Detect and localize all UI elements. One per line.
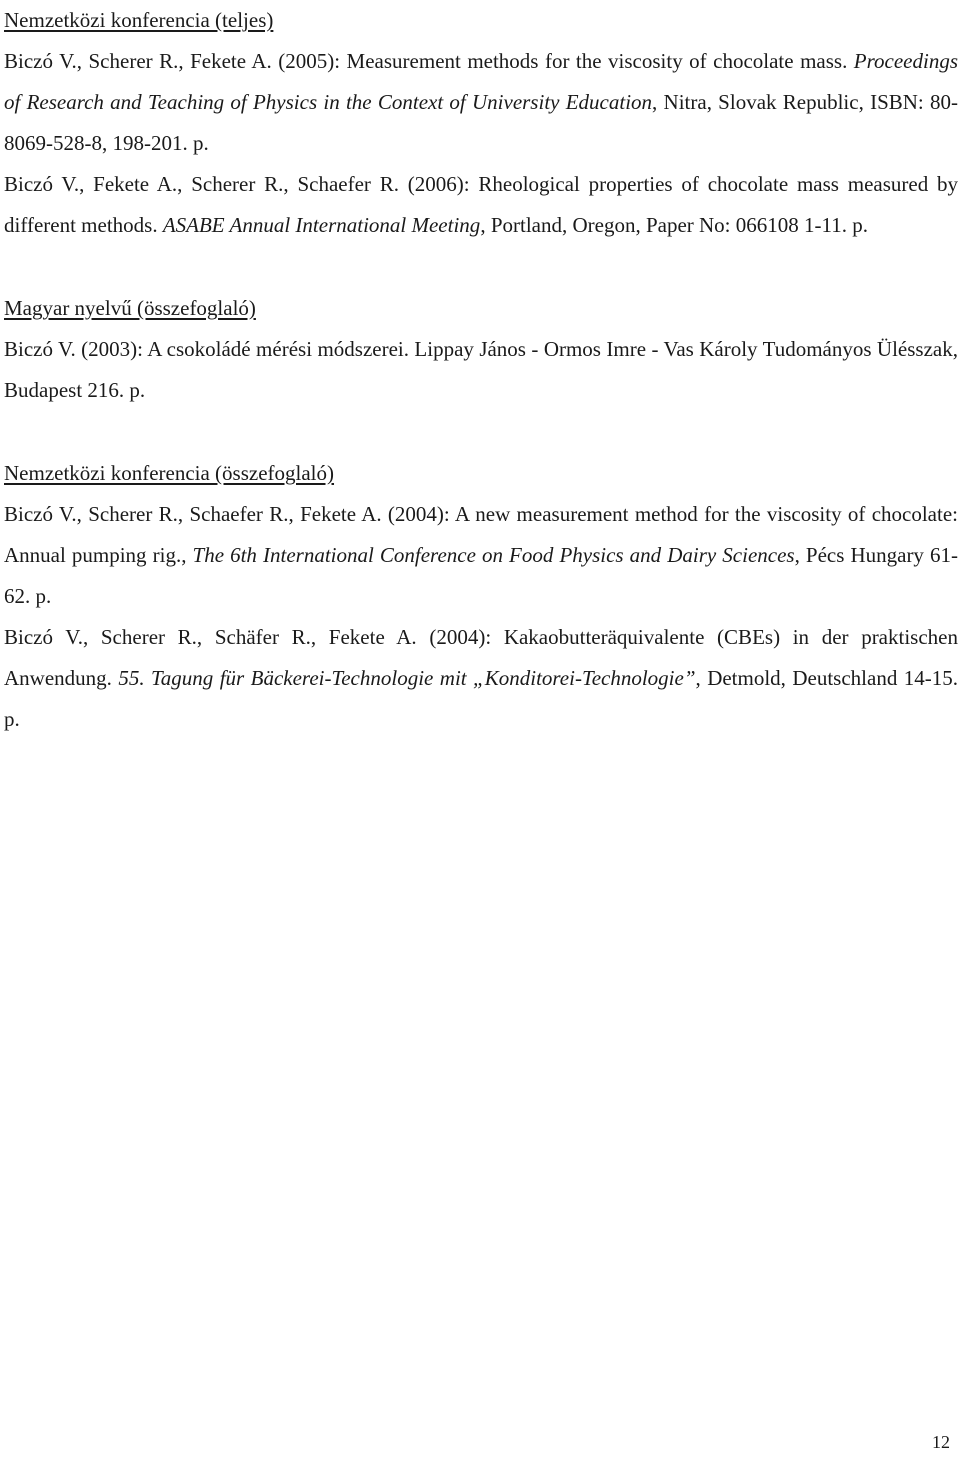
- spacer: [4, 411, 958, 453]
- section-heading-hungarian-abstract: Magyar nyelvű (összefoglaló): [4, 296, 256, 320]
- reference-text: Biczó V., Scherer R., Schaefer R., Fekete A. (2004): A new measurement method for the viscosity of chocolate: Annual pumping rig.,: [4, 502, 958, 567]
- reference-entry: [4, 164, 958, 246]
- reference-text: Biczó V. (2003): A csokoládé mérési módszerei. Lippay János - Ormos Imre - Vas Károly Tudományos Ülésszak, Budapest 216. p.: [4, 337, 958, 402]
- spacer: [4, 246, 958, 288]
- reference-venue: ASABE Annual International Meeting: [162, 213, 481, 237]
- reference-text: , Detmold, Deutschland 14-15. p.: [4, 666, 959, 731]
- reference-text: Biczó V., Fekete A., Scherer R., Schaefer R. (2006): Rheological properties of chocolate mass measured by different methods.: [4, 172, 958, 237]
- document-page: [4, 0, 958, 740]
- page-number: 12: [932, 1432, 950, 1452]
- reference-text: Biczó V., Scherer R., Schäfer R., Fekete A. (2004): Kakaobutteräquivalente (CBEs) in der praktischen Anwendung.: [4, 625, 958, 690]
- reference-text: Biczó V., Scherer R., Fekete A. (2005): Measurement methods for the viscosity of chocolate mass.: [4, 49, 854, 73]
- reference-entry: [4, 41, 958, 164]
- section-heading-international-conference-abstract: Nemzetközi konferencia (összefoglaló): [4, 461, 335, 485]
- section-heading-international-conference-full: Nemzetközi konferencia (teljes): [4, 8, 274, 32]
- reference-venue: Proceedings of Research and Teaching of Physics in the Context of University Education: [4, 49, 958, 114]
- reference-venue: The 6th International Conference on Food Physics and Dairy Sciences: [192, 543, 795, 567]
- reference-text: , Pécs Hungary 61-62. p.: [4, 543, 958, 608]
- reference-venue: 55. Tagung für Bäckerei-Technologie mit „Konditorei-Technologie”: [118, 666, 696, 690]
- reference-text: , Portland, Oregon, Paper No: 066108 1-11. p.: [480, 213, 868, 237]
- reference-text: , Nitra, Slovak Republic, ISBN: 80-8069-528-8, 198-201. p.: [4, 90, 958, 155]
- reference-entry: [4, 494, 958, 617]
- reference-entry: [4, 329, 958, 411]
- reference-entry: [4, 617, 958, 740]
